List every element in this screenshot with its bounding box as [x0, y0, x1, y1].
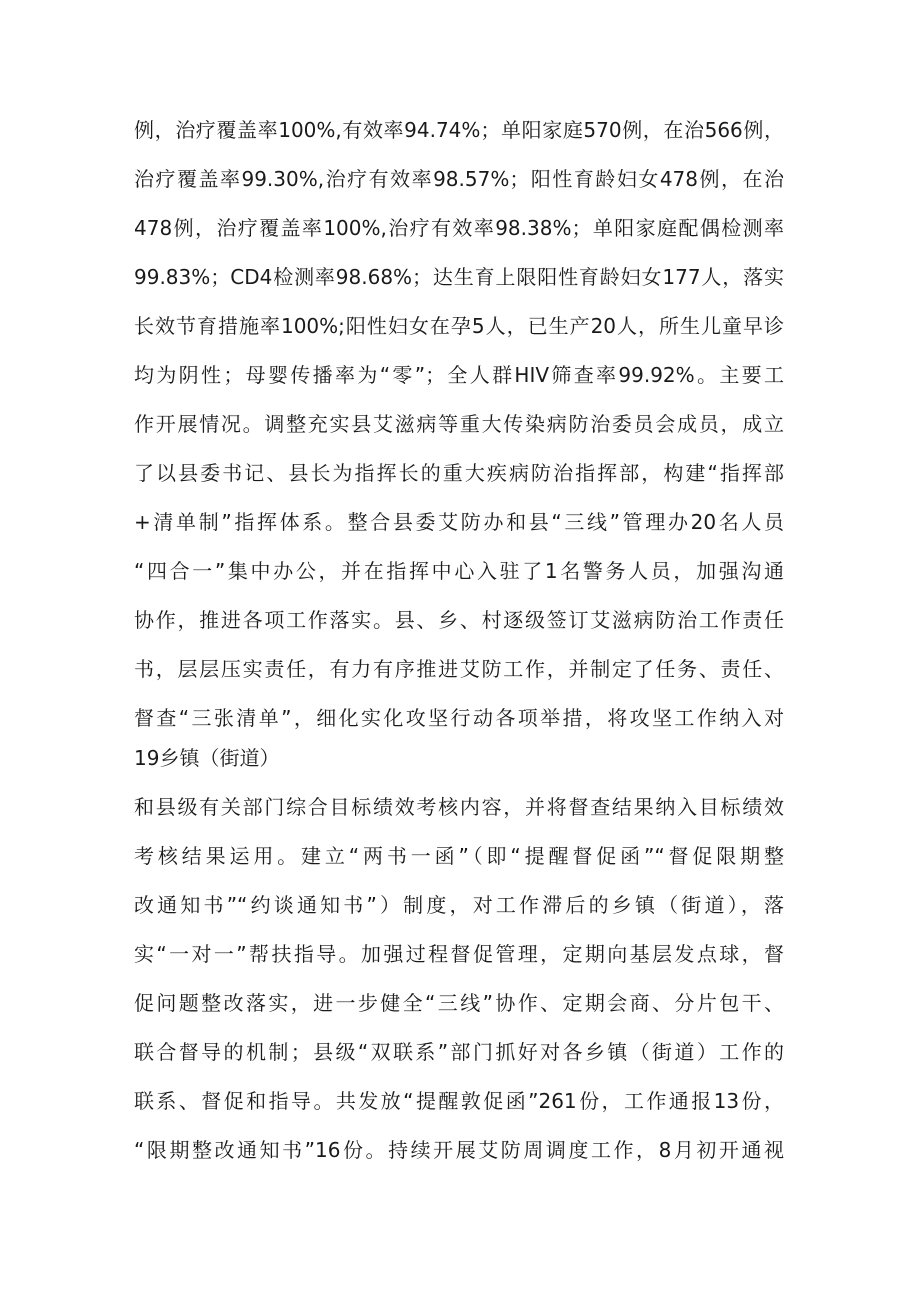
text-line: +清单制”指挥体系。整合县委艾防办和县“三线”管理办20名人员 — [134, 510, 784, 534]
text-line: 19乡镇（街道） — [134, 746, 280, 770]
text-line: 联合督导的机制；县级“双联系”部门抓好对各乡镇（街道）工作的 — [134, 1040, 784, 1064]
text-line: 作开展情况。调整充实县艾滋病等重大传染病防治委员会成员，成立 — [134, 412, 784, 436]
text-line: 考核结果运用。建立“两书一函”（即“提醒督促函”“督促限期整 — [134, 844, 784, 868]
text-line: 联系、督促和指导。共发放“提醒敦促函”261份，工作通报13份， — [134, 1089, 784, 1113]
text-line: 改通知书”“约谈通知书”）制度，对工作滞后的乡镇（街道），落 — [134, 893, 784, 917]
text-line: 实“一对一”帮扶指导。加强过程督促管理，定期向基层发点球，督 — [134, 942, 784, 966]
text-line: “四合一”集中办公，并在指挥中心入驻了1名警务人员，加强沟通 — [134, 559, 784, 583]
text-line: “限期整改通知书”16份。持续开展艾防周调度工作，8月初开通视 — [134, 1138, 784, 1162]
text-line: 和县级有关部门综合目标绩效考核内容，并将督查结果纳入目标绩效 — [134, 795, 784, 819]
text-line: 督查“三张清单”，细化实化攻坚行动各项举措，将攻坚工作纳入对 — [134, 706, 784, 730]
text-line: 99.83%；CD4检测率98.68%；达生育上限阳性育龄妇女177人，落实 — [134, 265, 784, 289]
text-line: 均为阴性；母婴传播率为“零”；全人群HIV筛查率99.92%。主要工 — [134, 363, 784, 387]
text-line: 书，层层压实责任，有力有序推进艾防工作，并制定了任务、责任、 — [134, 657, 784, 681]
text-line: 长效节育措施率100%;阳性妇女在孕5人，已生产20人，所生儿童早诊 — [134, 314, 784, 338]
text-line: 了以县委书记、县长为指挥长的重大疾病防治指挥部，构建“指挥部 — [134, 461, 784, 485]
text-line: 478例，治疗覆盖率100%,治疗有效率98.38%；单阳家庭配偶检测率 — [134, 216, 784, 240]
text-line: 促问题整改落实，进一步健全“三线”协作、定期会商、分片包干、 — [134, 991, 784, 1015]
text-line: 治疗覆盖率99.30%,治疗有效率98.57%；阳性育龄妇女478例，在治 — [134, 167, 784, 191]
text-line: 例，治疗覆盖率100%,有效率94.74%；单阳家庭570例，在治566例， — [134, 118, 784, 142]
text-line: 协作，推进各项工作落实。县、乡、村逐级签订艾滋病防治工作责任 — [134, 608, 784, 632]
